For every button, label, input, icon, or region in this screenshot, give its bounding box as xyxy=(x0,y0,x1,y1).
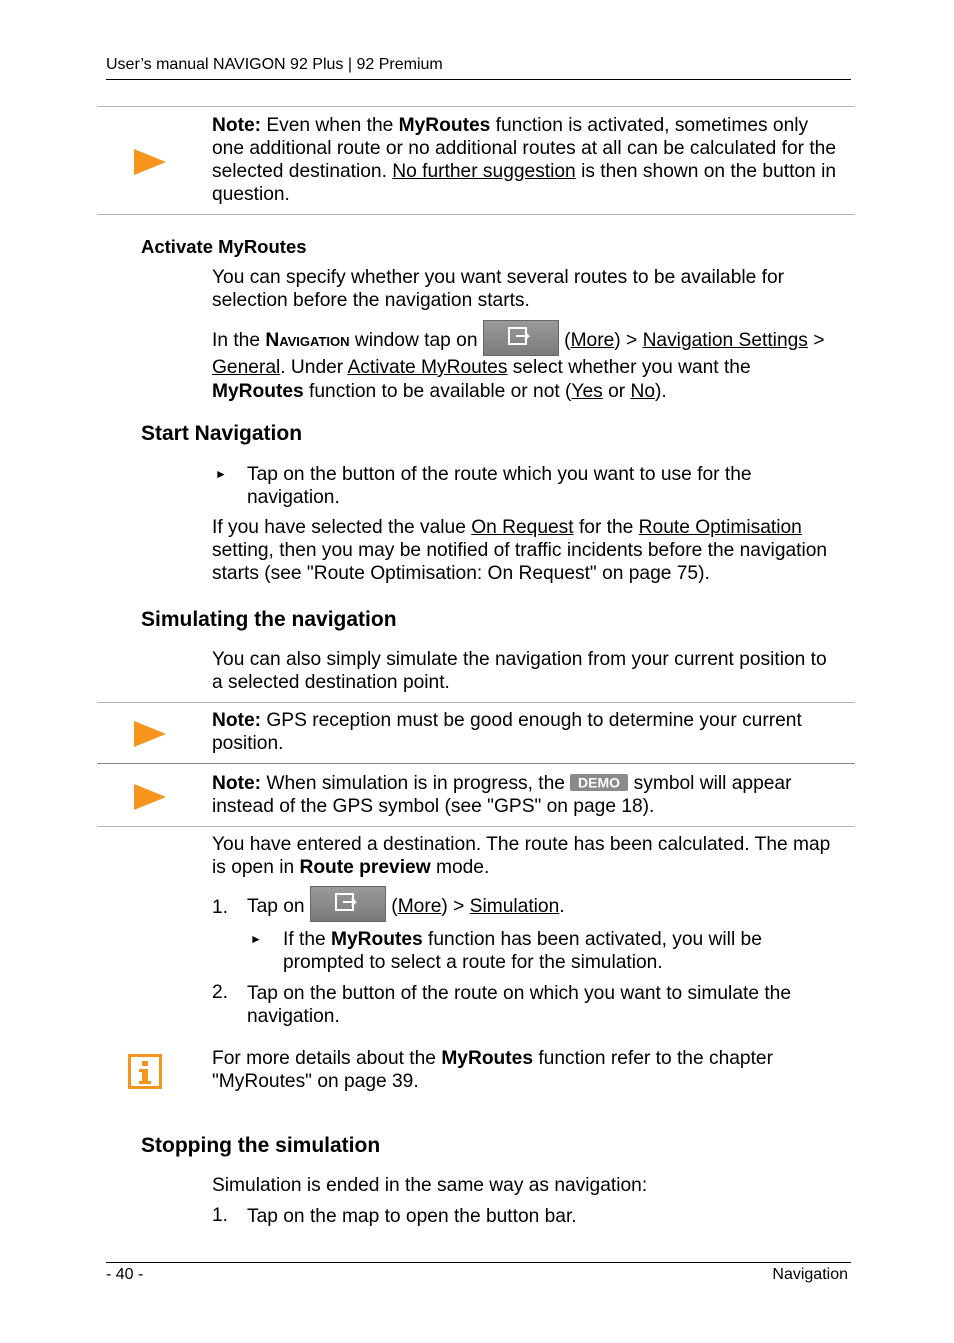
simulating-step-2: Tap on the button of the route on which you want to simulate the navigation. xyxy=(247,983,791,1027)
footer-rule xyxy=(106,1262,851,1263)
bullet-icon: ► xyxy=(215,467,227,481)
orange-arrow-icon xyxy=(134,784,166,810)
divider xyxy=(97,702,855,703)
divider xyxy=(97,763,855,764)
activate-instructions: In the Navigation window tap on (More) > Navigation Settings > General. Under Activate MyRoutes select whether you want the MyRoutes function to be available or not (Yes or No). xyxy=(212,320,842,403)
note-demo: Note: When simulation is in progress, the DEMO symbol will appear instead of the GPS symbol (see "GPS" on page 18). xyxy=(212,773,792,817)
heading-simulating: Simulating the navigation xyxy=(141,608,397,631)
info-icon xyxy=(128,1054,162,1089)
step-number: 2. xyxy=(212,982,229,1003)
more-button-icon xyxy=(310,886,386,922)
header-rule xyxy=(106,79,851,80)
divider xyxy=(97,106,855,107)
more-button-icon xyxy=(483,320,559,356)
simulating-step-1: Tap on (More) > Simulation. xyxy=(247,886,837,924)
divider xyxy=(97,826,855,827)
note-gps: Note: GPS reception must be good enough to determine your current position. xyxy=(212,710,802,754)
stopping-step-1: Tap on the map to open the button bar. xyxy=(247,1206,577,1227)
divider xyxy=(97,214,855,215)
info-text: For more details about the MyRoutes function refer to the chapter "MyRoutes" on page 39. xyxy=(212,1048,773,1092)
heading-stopping: Stopping the simulation xyxy=(141,1134,381,1157)
running-header: User’s manual NAVIGON 92 Plus | 92 Premium xyxy=(106,56,443,73)
orange-arrow-icon xyxy=(134,149,166,175)
simulating-context: You have entered a destination. The route has been calculated. The map is open in Route preview mode. xyxy=(212,834,831,878)
stopping-intro: Simulation is ended in the same way as navigation: xyxy=(212,1175,648,1196)
step-number: 1. xyxy=(212,1205,229,1226)
note-myroutes: Note: Even when the MyRoutes function is activated, sometimes only one additional route or no additional routes at all can be calculated for the selected destination. No further suggestion is then shown on the button in question. xyxy=(212,115,837,205)
simulating-sub-bullet: If the MyRoutes function has been activated, you will be prompted to select a route for the simulation. xyxy=(283,929,762,973)
footer-section: Navigation xyxy=(772,1266,848,1283)
activate-intro: You can specify whether you want several routes to be available for selection before the navigation starts. xyxy=(212,267,785,311)
start-paragraph: If you have selected the value On Request for the Route Optimisation setting, then you may be notified of traffic incidents before the navigation starts (see "Route Optimisation: On Request" on page 75). xyxy=(212,517,828,584)
page-number: - 40 - xyxy=(106,1266,144,1283)
svg-text:DEMO: DEMO xyxy=(578,774,621,791)
simulating-intro: You can also simply simulate the navigation from your current position to a selected destination point. xyxy=(212,649,827,693)
heading-start-navigation: Start Navigation xyxy=(141,422,303,445)
bullet-icon: ► xyxy=(250,932,262,946)
step-number: 1. xyxy=(212,897,229,918)
start-bullet: Tap on the button of the route which you want to use for the navigation. xyxy=(247,464,752,508)
demo-icon xyxy=(570,774,628,791)
orange-arrow-icon xyxy=(134,721,166,747)
heading-activate-myroutes: Activate MyRoutes xyxy=(141,236,307,257)
